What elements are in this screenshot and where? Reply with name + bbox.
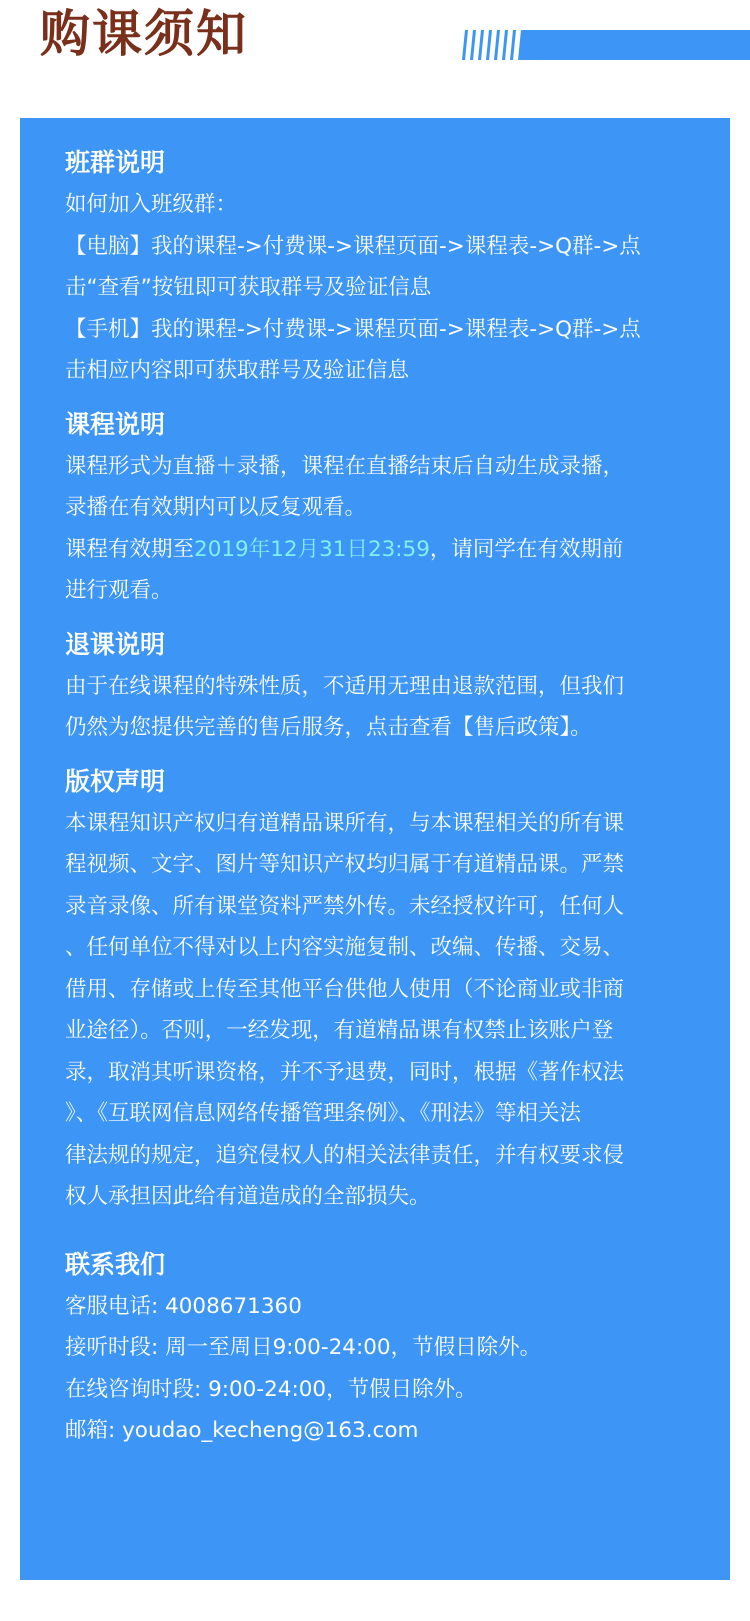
course-validity-line (65, 529, 705, 571)
class-group-pc-line-2: 击“查看”按钮即可获取群号及验证信息 (65, 275, 432, 300)
contact-title: 联系我们 (65, 1249, 166, 1279)
class-group-intro: 如何加入班级群： (65, 192, 238, 217)
validity-date: 2019年12月31日23:59 (194, 536, 430, 562)
validity-prefix: 课程有效期至 (65, 536, 195, 562)
copyright-line: 业途径）。否则，一经发现，有道精品课有权禁止该账户登 (65, 1018, 614, 1043)
refund-title: 退课说明 (65, 629, 166, 659)
refund-section (65, 624, 705, 749)
class-group-mobile-line-2: 击相应内容即可获取群号及验证信息 (65, 358, 410, 383)
copyright-line: 程视频、文字、图片等知识产权均归属于有道精品课。严禁 (65, 852, 625, 877)
copyright-line: 权人承担因此给有道造成的全部损失。 (65, 1184, 431, 1209)
contact-online: 在线咨询时段: 9:00-24:00，节假日除外。 (65, 1376, 477, 1402)
copyright-line: 》、《互联网信息网络传播管理条例》、《刑法》等相关法 (65, 1101, 582, 1126)
class-group-section (65, 142, 705, 392)
copyright-section (65, 761, 705, 1218)
contact-hours: 接听时段: 周一至周日9:00-24:00，节假日除外。 (65, 1335, 542, 1360)
course-notice-panel (20, 118, 730, 1580)
header-stripe-decoration (462, 30, 750, 60)
class-group-pc-line-1: 【电脑】我的课程->付费课->课程页面->课程表->Q群->点 (65, 233, 641, 259)
copyright-line: 借用、存储或上传至其他平台供他人使用（不论商业或非商 (65, 976, 625, 1002)
contact-section (65, 1244, 705, 1452)
course-line-1: 课程形式为直播＋录播，课程在直播结束后自动生成录播， (65, 453, 625, 479)
course-line-4: 进行观看。 (65, 578, 173, 603)
course-section (65, 404, 705, 612)
copyright-line: 录音录像、所有课堂资料严禁外传。未经授权许可，任何人 (65, 893, 625, 919)
page-title: 购课须知 (40, 5, 248, 63)
notice-content (65, 142, 705, 1464)
copyright-title: 版权声明 (65, 766, 166, 796)
copyright-line: 本课程知识产权归有道精品课所有，与本课程相关的所有课 (65, 810, 625, 836)
validity-suffix: ，请同学在有效期前 (429, 536, 624, 562)
copyright-line: 录，取消其听课资格，并不予退费，同时，根据《著作权法 (65, 1059, 625, 1085)
course-title: 课程说明 (65, 409, 166, 439)
class-group-mobile-line-1: 【手机】我的课程->付费课->课程页面->课程表->Q群->点 (65, 316, 641, 342)
contact-phone: 客服电话: 4008671360 (65, 1293, 302, 1319)
contact-email: 邮箱: youdao_kecheng@163.com (65, 1418, 419, 1443)
class-group-title: 班群说明 (65, 148, 166, 177)
copyright-line: 律法规的规定，追究侵权人的相关法律责任，并有权要求侵 (65, 1142, 625, 1168)
copyright-line: 、任何单位不得对以上内容实施复制、改编、传播、交易、 (65, 935, 625, 960)
course-line-2: 录播在有效期内可以反复观看。 (65, 495, 367, 520)
refund-line-2: 仍然为您提供完善的售后服务，点击查看【售后政策】。 (65, 715, 592, 740)
refund-line-1: 由于在线课程的特殊性质，不适用无理由退款范围，但我们 (65, 673, 625, 699)
